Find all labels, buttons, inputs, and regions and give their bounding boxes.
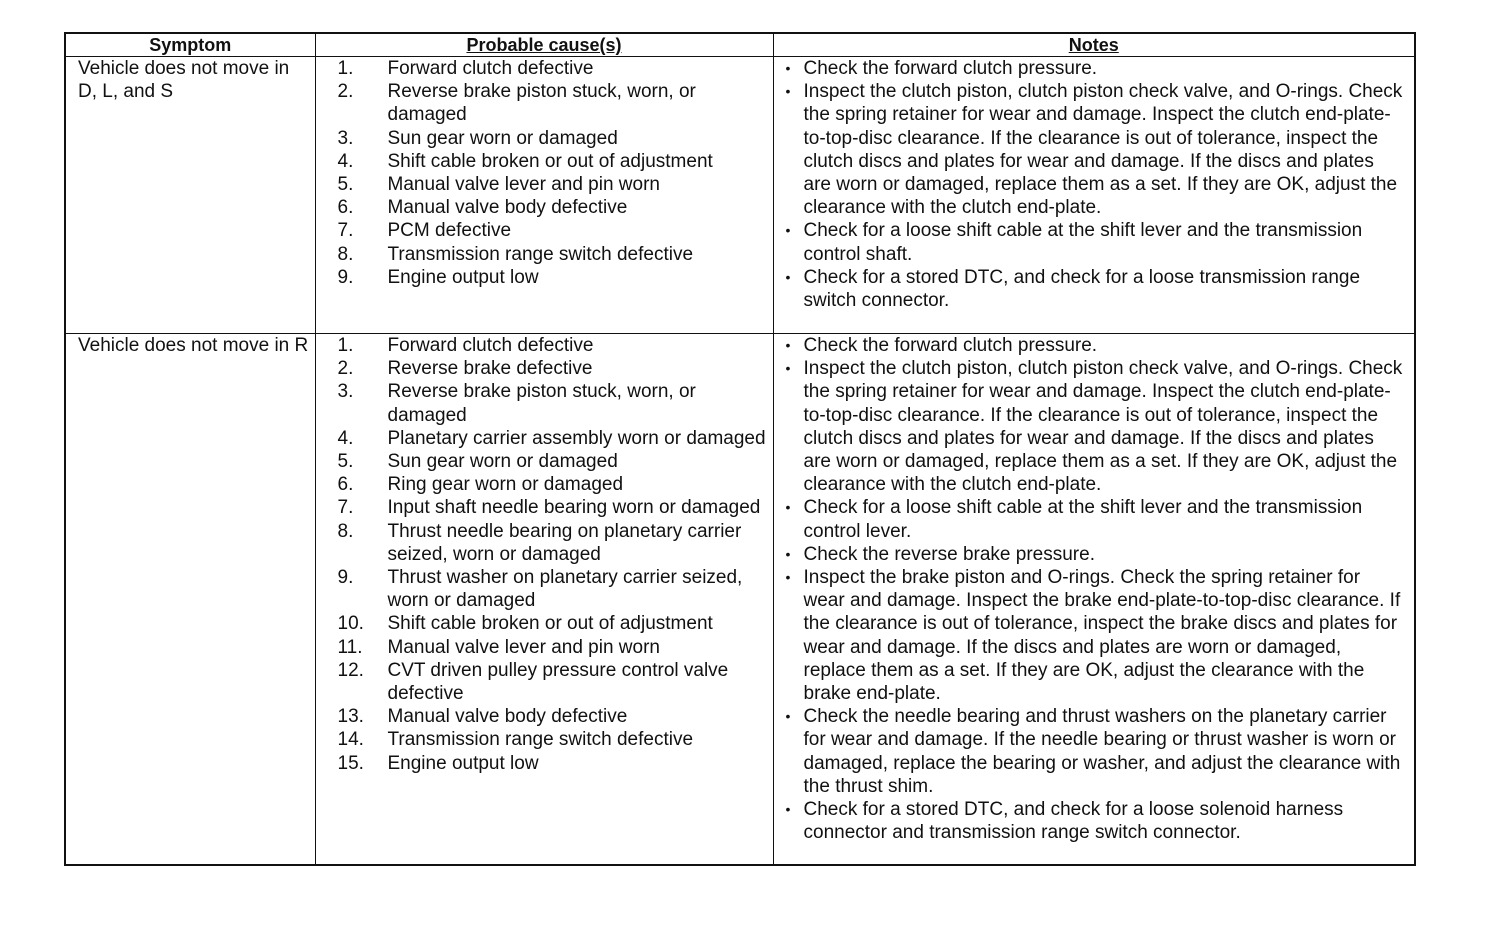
cause-number: 6. bbox=[337, 197, 354, 219]
causes-list bbox=[316, 57, 773, 289]
cause-text: Ring gear worn or damaged bbox=[387, 474, 624, 496]
cause-text: Sun gear worn or damaged bbox=[387, 451, 618, 473]
bullet-icon: • bbox=[785, 268, 791, 285]
cause-text: CVT driven pulley pressure control valve defective bbox=[387, 659, 729, 705]
causes-cell bbox=[315, 57, 773, 334]
cause-number: 5. bbox=[337, 174, 354, 196]
note-item bbox=[786, 798, 1405, 844]
note-item bbox=[786, 57, 1405, 80]
causes-list bbox=[316, 334, 773, 775]
causes-cell bbox=[315, 334, 773, 866]
cause-text: Forward clutch defective bbox=[387, 58, 594, 79]
bullet-icon: • bbox=[785, 708, 791, 725]
bullet-icon: • bbox=[785, 360, 791, 377]
cause-number: 14. bbox=[337, 729, 364, 751]
note-text: Check the forward clutch pressure. bbox=[803, 58, 1098, 79]
note-text: Inspect the clutch piston, clutch piston check valve, and O-rings. Check the spring retainer for wear and damage. Inspect the clutch end-plate-to-top-disc clearance. If the clearance is out of tolerance, inspect the clutch discs and plates for wear and damage. If the discs and plates are worn or damaged, replace them as a set. If they are OK, adjust the clearance with the clutch end-plate. bbox=[803, 81, 1403, 219]
cause-text: Transmission range switch defective bbox=[387, 243, 694, 265]
cause-number: 13. bbox=[337, 706, 364, 728]
table-row bbox=[65, 57, 1415, 334]
cause-item bbox=[338, 659, 769, 705]
cause-text: Reverse brake piston stuck, worn, or damaged bbox=[387, 381, 696, 426]
cause-item bbox=[338, 127, 769, 150]
cause-text: Manual valve body defective bbox=[387, 197, 628, 219]
cause-item bbox=[338, 496, 769, 519]
cause-number: 6. bbox=[337, 474, 354, 496]
cause-number: 12. bbox=[337, 659, 364, 681]
note-item bbox=[786, 566, 1405, 705]
cause-item bbox=[338, 612, 769, 635]
cause-number: 15. bbox=[337, 752, 364, 774]
cause-item bbox=[338, 150, 769, 173]
cause-item bbox=[338, 334, 769, 357]
note-item bbox=[786, 496, 1405, 542]
cause-text: Thrust needle bearing on planetary carrier seized, worn or damaged bbox=[387, 520, 742, 565]
cause-text: Engine output low bbox=[387, 752, 539, 774]
note-item bbox=[786, 705, 1405, 798]
cause-number: 3. bbox=[337, 381, 354, 403]
symptom-text: Vehicle does not move in D, L, and S bbox=[78, 58, 290, 103]
cause-number: 8. bbox=[337, 243, 354, 265]
cause-text: Forward clutch defective bbox=[387, 335, 594, 356]
note-item bbox=[786, 80, 1405, 219]
cause-number: 9. bbox=[337, 266, 354, 288]
note-item bbox=[786, 543, 1405, 566]
note-text: Check for a stored DTC, and check for a loose solenoid harness connector and transmission range switch connector. bbox=[803, 799, 1344, 844]
cause-item bbox=[338, 427, 769, 450]
notes-cell bbox=[773, 57, 1415, 334]
cause-number: 8. bbox=[337, 520, 354, 542]
cause-text: Manual valve lever and pin worn bbox=[387, 174, 660, 196]
symptom-text: Vehicle does not move in R bbox=[78, 335, 309, 356]
cause-text: Manual valve body defective bbox=[387, 706, 628, 728]
note-text: Check the forward clutch pressure. bbox=[803, 335, 1098, 356]
symptom-header: Symptom bbox=[65, 33, 315, 57]
notes-list bbox=[774, 57, 1415, 312]
cause-item bbox=[338, 219, 769, 242]
cause-number: 4. bbox=[337, 150, 354, 172]
cause-number: 2. bbox=[337, 358, 354, 380]
cause-item bbox=[338, 57, 769, 80]
bullet-icon: • bbox=[785, 337, 791, 353]
note-text: Check the needle bearing and thrust washers on the planetary carrier for wear and damage. If the needle bearing or thrust washer is worn or damaged, replace the bearing or washer, and adjust the clearance with the thrust shim. bbox=[803, 706, 1401, 797]
symptom-cell bbox=[65, 334, 315, 866]
cause-item bbox=[338, 266, 769, 289]
cause-item bbox=[338, 520, 769, 566]
cause-item bbox=[338, 728, 769, 751]
note-item bbox=[786, 357, 1405, 496]
cause-number: 9. bbox=[337, 567, 354, 589]
cause-item bbox=[338, 566, 769, 612]
cause-item bbox=[338, 450, 769, 473]
cause-number: 11. bbox=[337, 636, 363, 658]
cause-text: Manual valve lever and pin worn bbox=[387, 636, 660, 658]
note-text: Check for a loose shift cable at the shift lever and the transmission control lever. bbox=[803, 497, 1363, 542]
note-item bbox=[786, 334, 1405, 357]
cause-item bbox=[338, 473, 769, 496]
troubleshooting-sheet bbox=[64, 32, 1414, 866]
cause-text: PCM defective bbox=[387, 220, 512, 242]
cause-text: Thrust washer on planetary carrier seized, worn or damaged bbox=[387, 567, 743, 612]
cause-text: Shift cable broken or out of adjustment bbox=[387, 613, 713, 635]
cause-text: Transmission range switch defective bbox=[387, 729, 694, 751]
cause-item bbox=[338, 243, 769, 266]
cause-item bbox=[338, 380, 769, 426]
cause-text: Reverse brake defective bbox=[387, 358, 593, 380]
bullet-icon: • bbox=[785, 499, 791, 516]
cause-number: 10. bbox=[337, 613, 364, 635]
note-text: Check for a loose shift cable at the shift lever and the transmission control shaft. bbox=[803, 220, 1363, 265]
notes-cell bbox=[773, 334, 1415, 866]
bullet-icon: • bbox=[785, 83, 791, 100]
cause-text: Reverse brake piston stuck, worn, or damaged bbox=[387, 81, 696, 126]
symptom-cell bbox=[65, 57, 315, 334]
symptom-table bbox=[64, 32, 1416, 866]
cause-number: 7. bbox=[337, 497, 354, 519]
cause-item bbox=[338, 357, 769, 380]
cause-number: 4. bbox=[337, 427, 354, 449]
cause-item bbox=[338, 636, 769, 659]
cause-text: Sun gear worn or damaged bbox=[387, 127, 618, 149]
cause-item bbox=[338, 196, 769, 219]
bullet-icon: • bbox=[785, 222, 791, 239]
cause-item bbox=[338, 80, 769, 126]
cause-number: 5. bbox=[337, 451, 354, 473]
cause-text: Planetary carrier assembly worn or damaged bbox=[387, 427, 766, 449]
notes-list bbox=[774, 334, 1415, 844]
note-text: Check the reverse brake pressure. bbox=[803, 543, 1095, 565]
cause-item bbox=[338, 752, 769, 775]
cause-text: Input shaft needle bearing worn or damaged bbox=[387, 497, 761, 519]
note-item bbox=[786, 266, 1405, 312]
bullet-icon: • bbox=[785, 60, 791, 76]
bullet-icon: • bbox=[785, 545, 791, 562]
note-item bbox=[786, 219, 1405, 265]
note-text: Inspect the clutch piston, clutch piston check valve, and O-rings. Check the spring retainer for wear and damage. Inspect the clutch end-plate-to-top-disc clearance. If the clearance is out of tolerance, inspect the clutch discs and plates for wear and damage. If the discs and plates are worn or damaged, replace them as a set. If they are OK, adjust the clearance with the clutch end-plate. bbox=[803, 358, 1403, 496]
bullet-icon: • bbox=[785, 801, 791, 818]
cause-item bbox=[338, 173, 769, 196]
causes-header: Probable cause(s) bbox=[315, 33, 773, 57]
cause-number: 7. bbox=[337, 220, 354, 242]
note-text: Check for a stored DTC, and check for a loose transmission range switch connector. bbox=[803, 266, 1361, 312]
cause-number: 1. bbox=[337, 58, 354, 79]
cause-item bbox=[338, 705, 769, 728]
bullet-icon: • bbox=[785, 569, 791, 586]
cause-number: 2. bbox=[337, 81, 354, 103]
table-row bbox=[65, 334, 1415, 866]
cause-number: 1. bbox=[337, 335, 354, 356]
table-header-row bbox=[65, 33, 1415, 57]
notes-header: Notes bbox=[773, 33, 1415, 57]
cause-text: Engine output low bbox=[387, 266, 539, 288]
note-text: Inspect the brake piston and O-rings. Check the spring retainer for wear and damage. Inspect the brake end-plate-to-top-disc clearance. If the clearance is out of tolerance, inspect the brake discs and plates for wear and damage. If the discs and plates are worn or damaged, replace them as a set. If they are OK, adjust the clearance with the brake end-plate. bbox=[803, 567, 1401, 705]
cause-text: Shift cable broken or out of adjustment bbox=[387, 150, 713, 172]
cause-number: 3. bbox=[337, 127, 354, 149]
